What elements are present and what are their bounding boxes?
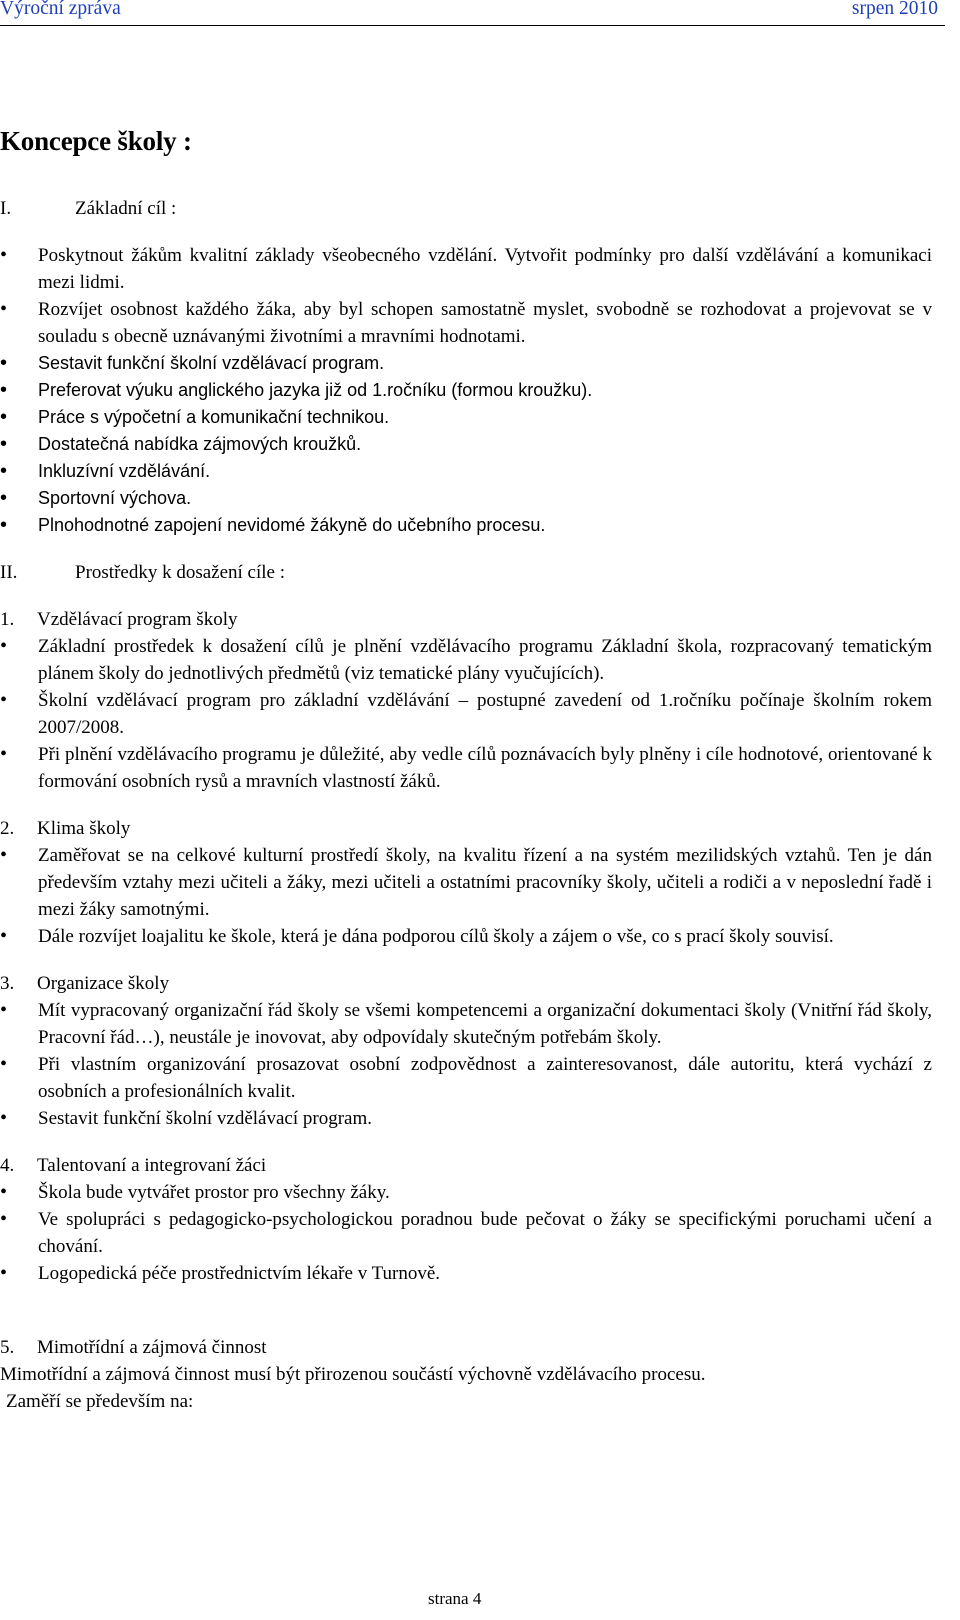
list-item: • Mít vypracovaný organizační řád školy se všemi kompetencemi a organizační dokumentaci školy (Vnitřní řád školy, Pracovní řád…), neustále je inovovat, aby odpovídaly skutečným potřebám školy. — [0, 997, 932, 1051]
list-item: • Preferovat výuku anglického jazyka již od 1.ročníku (formou kroužku). — [0, 377, 932, 404]
subsection-title: Vzdělávací program školy — [37, 609, 238, 630]
list-item: • Zaměřovat se na celkové kulturní prostředí školy, na kvalitu řízení a na systém mezilidských vztahů. Ten je dán především vztahy mezi učiteli a žáky, mezi učiteli a ostatními pracovníky školy, učiteli a rodiči a v neposlední řadě i mezi žáky samotnými. — [0, 842, 932, 923]
list-item: • Sportovní výchova. — [0, 485, 932, 512]
subsection-heading-4 — [0, 1152, 932, 1179]
subsection-title: Klima školy — [37, 818, 131, 839]
page-number: strana 4 — [428, 1589, 482, 1608]
list-item: • Základní prostředek k dosažení cílů je plnění vzdělávacího programu Základní škola, rozpracovaný tematickým plánem školy do jednotlivých předmětů (viz tematické plány vyučujících). — [0, 633, 932, 687]
section-number: II. — [0, 562, 18, 583]
header-date: srpen 2010 — [851, 0, 938, 19]
section-heading-1 — [0, 195, 932, 222]
subsection-heading-2 — [0, 815, 932, 842]
list-item: • Škola bude vytvářet prostor pro všechny žáky. — [0, 1179, 932, 1206]
activity-paragraph: Mimotřídní a zájmová činnost musí být přirozenou součástí výchovně vzdělávacího procesu. — [0, 1364, 706, 1385]
section-number: I. — [0, 198, 12, 219]
list-item: • Při vlastním organizování prosazovat osobní zodpovědnost a zainteresovanost, dále autoritu, která vychází z osobních a profesionálních kvalit. — [0, 1051, 932, 1105]
list-item: • Sestavit funkční školní vzdělávací program. — [0, 350, 932, 377]
list-item: • Při plnění vzdělávacího programu je důležité, aby vedle cílů poznávacích byly plněny i cíle hodnotové, orientované k formování osobních rysů a mravních vlastností žáků. — [0, 741, 932, 795]
subsection-title: Mimotřídní a zájmová činnost — [37, 1337, 267, 1358]
subsection-number: 4. — [0, 1155, 15, 1176]
talent-list — [0, 1179, 932, 1287]
page-title: Koncepce školy : — [0, 126, 192, 156]
subsection-number: 2. — [0, 818, 15, 839]
subsection-number: 3. — [0, 973, 15, 994]
list-item: • Dostatečná nabídka zájmových kroužků. — [0, 431, 932, 458]
section-title: Prostředky k dosažení cíle : — [75, 562, 286, 583]
subsection-number: 5. — [0, 1337, 15, 1358]
list-item: • Plnohodnotné zapojení nevidomé žákyně do učebního procesu. — [0, 512, 932, 539]
list-item: • Poskytnout žákům kvalitní základy všeobecného vzdělání. Vytvořit podmínky pro další vzdělávání a komunikaci mezi lidmi. — [0, 242, 932, 296]
program-list — [0, 633, 932, 795]
subsection-title: Organizace školy — [37, 973, 170, 994]
organization-list — [0, 997, 932, 1132]
focus-line: Zaměří se především na: — [6, 1391, 194, 1412]
section-title: Základní cíl : — [75, 198, 177, 219]
subsection-heading-1 — [0, 606, 932, 633]
list-item: • Sestavit funkční školní vzdělávací program. — [0, 1105, 932, 1132]
header-title: Výroční zpráva — [0, 0, 121, 19]
document-body — [0, 195, 932, 1415]
list-item: • Logopedická péče prostřednictvím lékaře v Turnově. — [0, 1260, 932, 1287]
list-item: • Ve spolupráci s pedagogicko-psychologickou poradnou bude pečovat o žáky se specifickými poruchami učení a chování. — [0, 1206, 932, 1260]
list-item: • Práce s výpočetní a komunikační technikou. — [0, 404, 932, 431]
goal-list — [0, 242, 932, 539]
list-item: • Inkluzívní vzdělávání. — [0, 458, 932, 485]
subsection-title: Talentovaní a integrovaní žáci — [37, 1155, 267, 1176]
list-item: • Školní vzdělávací program pro základní vzdělávání – postupné zavedení od 1.ročníku počínaje školním rokem 2007/2008. — [0, 687, 932, 741]
section-heading-2 — [0, 559, 932, 586]
subsection-number: 1. — [0, 609, 15, 630]
subsection-heading-5 — [0, 1334, 932, 1361]
climate-list — [0, 842, 932, 950]
list-item: • Dále rozvíjet loajalitu ke škole, která je dána podporou cílů školy a zájem o vše, co s prací školy souvisí. — [0, 923, 932, 950]
header-divider — [0, 25, 945, 26]
subsection-heading-3 — [0, 970, 932, 997]
list-item: • Rozvíjet osobnost každého žáka, aby byl schopen samostatně myslet, svobodně se rozhodovat a projevovat se v souladu s obecně uznávanými životními a mravními hodnotami. — [0, 296, 932, 350]
